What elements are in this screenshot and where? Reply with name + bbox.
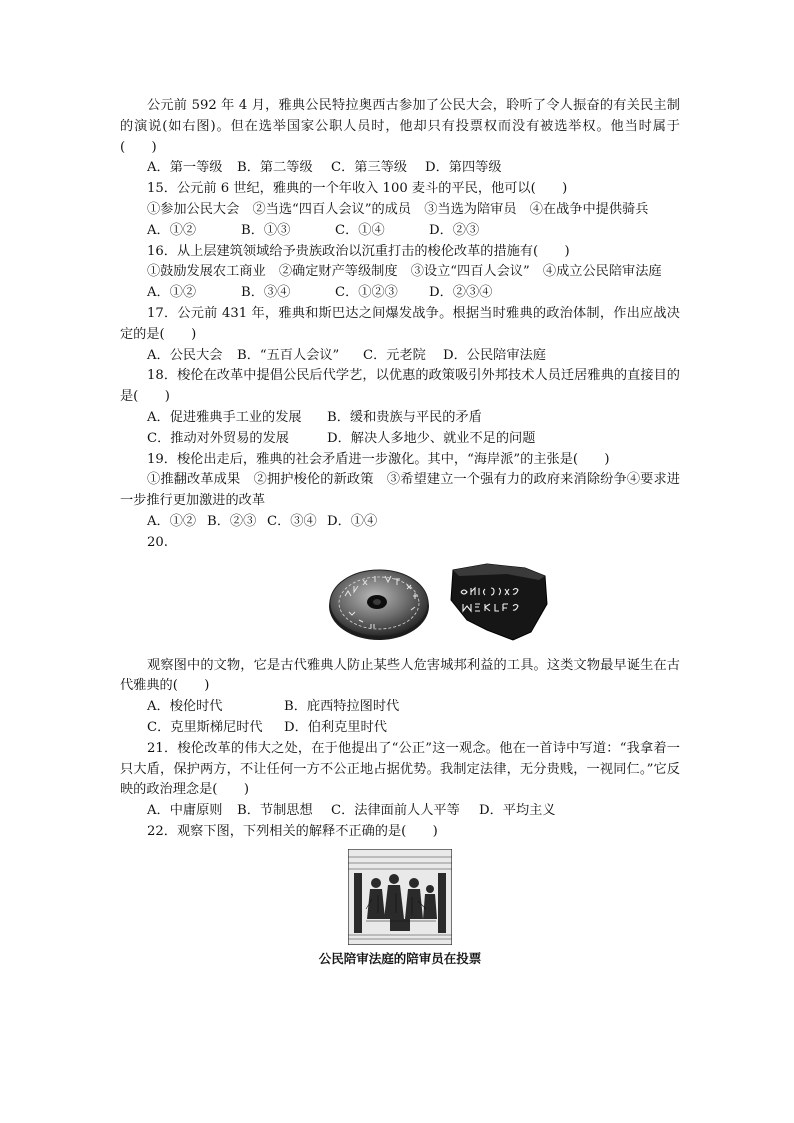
q16-items: ①鼓励发展农工商业 ②确定财产等级制度 ③设立“四百人会议” ④成立公民陪审法庭 — [147, 264, 662, 280]
q16-option-b[interactable]: B．③④ — [241, 285, 291, 301]
q15-items: ①参加公民大会 ②当选“四百人会议”的成员 ③当选为陪审员 ④在战争中提供骑兵 — [147, 201, 649, 217]
q16-options — [120, 283, 680, 304]
q19-option-c[interactable]: C．③④ — [267, 513, 317, 529]
q19-option-a[interactable]: A．①② — [147, 513, 197, 529]
q15-option-d[interactable]: D．②③ — [429, 222, 480, 238]
q19-option-d[interactable]: D．①④ — [327, 513, 378, 529]
q18-options-row2 — [120, 429, 680, 450]
q20-option-b[interactable]: B．庇西特拉图时代 — [284, 699, 400, 715]
q14-option-b[interactable]: B．第二等级 — [237, 160, 313, 176]
q15-stem: 15．公元前 6 世纪，雅典的一个年收入 100 麦斗的平民，他可以( ) — [147, 181, 568, 197]
q15-option-b[interactable]: B．①③ — [241, 222, 291, 238]
q15-option-c[interactable]: C．①④ — [335, 222, 385, 238]
question-column — [120, 96, 680, 970]
q18-option-b[interactable]: B．缓和贵族与平民的矛盾 — [327, 409, 482, 425]
q17-stem: 17．公元前 431 年，雅典和斯巴达之间爆发战争。根据当时雅典的政治体制，作出应战决定的是( ) — [120, 305, 680, 342]
q14-options — [120, 158, 680, 179]
q19-items: ①推翻改革成果 ②拥护梭伦的新政策 ③希望建立一个强有力的政府来消除纷争④要求进一步推行更加激进的改革 — [120, 472, 680, 509]
q16-stem: 16．从上层建筑领域给予贵族政治以沉重打击的梭伦改革的措施有( ) — [147, 243, 570, 259]
q16-option-c[interactable]: C．①②③ — [335, 285, 398, 301]
q19-stem: 19．梭伦出走后，雅典的社会矛盾进一步激化。其中，“海岸派”的主张是( ) — [147, 451, 610, 467]
q21-option-c[interactable]: C．法律面前人人平等 — [331, 803, 460, 819]
q20-options-row2 — [120, 718, 680, 739]
q21-option-a[interactable]: A．中庸原则 — [147, 803, 223, 819]
q17-option-c[interactable]: C．元老院 — [363, 347, 426, 363]
q21-options — [120, 801, 680, 822]
q14-option-a[interactable]: A．第一等级 — [147, 160, 223, 176]
q22-figure — [120, 849, 680, 970]
q14-option-d[interactable]: D．第四等级 — [425, 160, 502, 176]
q18-option-c[interactable]: C．推动对外贸易的发展 — [147, 430, 289, 446]
q20-option-c[interactable]: C．克里斯梯尼时代 — [147, 719, 263, 735]
q22-stem: 22．观察下图，下列相关的解释不正确的是( ) — [147, 823, 438, 839]
q14-option-c[interactable]: C．第三等级 — [331, 160, 408, 176]
q20-figure — [120, 558, 680, 650]
q21-option-b[interactable]: B．节制思想 — [237, 803, 313, 819]
q20-option-d[interactable]: D．伯利克里时代 — [284, 719, 387, 735]
q20-option-a[interactable]: A．梭伦时代 — [147, 699, 223, 715]
q18-option-a[interactable]: A．促进雅典手工业的发展 — [147, 409, 302, 425]
q21-stem: 21．梭伦改革的伟大之处，在于他提出了“公正”这一观念。他在一首诗中写道：“我拿着一只大盾，保护两方，不让任何一方不公正地占据优势。我制定法律，无分贵贱，一视同仁。”它反映的政治理念是( ) — [120, 740, 680, 798]
q21-option-d[interactable]: D．平均主义 — [479, 803, 556, 819]
q18-option-d[interactable]: D．解决人多地少、就业不足的问题 — [327, 430, 536, 446]
jurors-voting-woodcut-icon — [348, 849, 452, 945]
q15-option-a[interactable]: A．①② — [147, 222, 197, 238]
q19-option-b[interactable]: B．②③ — [207, 513, 257, 529]
q14-stem: 公元前 592 年 4 月，雅典公民特拉奥西古参加了公民大会，聆听了令人振奋的有关民主制的演说(如右图)。但在选举国家公职人员时，他却只有投票权而没有被选举权。他当时属于( ) — [120, 98, 680, 155]
q16-option-d[interactable]: D．②③④ — [429, 285, 493, 301]
q18-stem: 18．梭伦在改革中提倡公民后代学艺，以优惠的政策吸引外邦技术人员迁居雅典的直接目的是( ) — [120, 368, 680, 405]
q17-option-b[interactable]: B．“五百人会议” — [237, 347, 340, 363]
q20-stem: 观察图中的文物，它是古代雅典人防止某些人危害城邦利益的工具。这类文物最早诞生在古代雅典的( ) — [120, 657, 680, 694]
ostracon-shard-icon — [447, 560, 551, 642]
ballot-disc-artifact-icon — [327, 566, 431, 642]
q19-options — [120, 512, 680, 533]
q15-options — [120, 221, 680, 242]
q22-figure-caption: 公民陪审法庭的陪审员在投票 — [318, 950, 482, 966]
q18-options-row1 — [120, 408, 680, 429]
q20-number: 20. — [147, 534, 168, 550]
q17-option-d[interactable]: D．公民陪审法庭 — [443, 347, 546, 363]
q17-options — [120, 346, 680, 367]
q20-options-row1 — [120, 697, 680, 718]
q17-option-a[interactable]: A．公民大会 — [147, 347, 223, 363]
q16-option-a[interactable]: A．①② — [147, 285, 197, 301]
